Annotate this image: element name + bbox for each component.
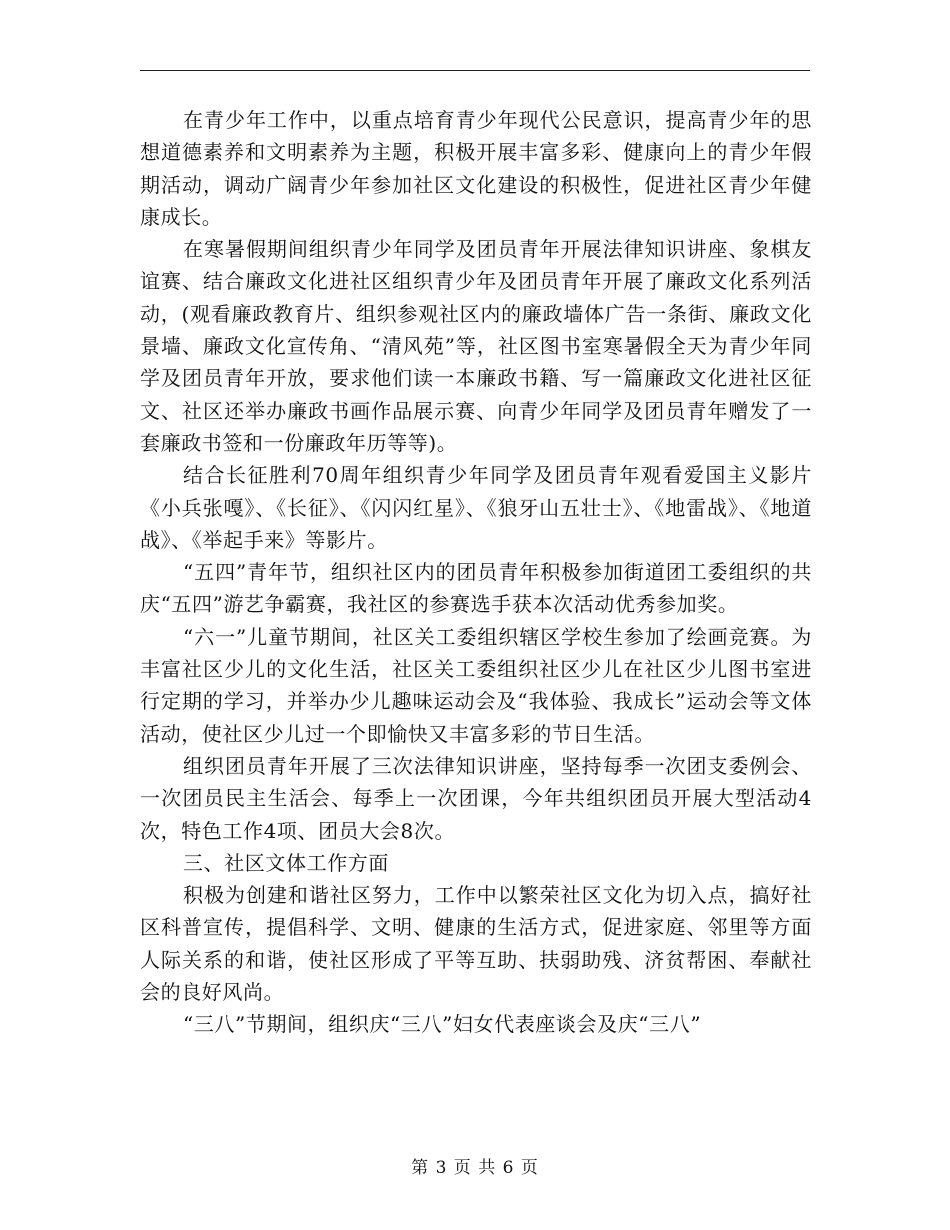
page-number: 第 3 页 共 6 页 [411, 1158, 539, 1178]
section-heading: 三、社区文体工作方面 [183, 850, 389, 875]
paragraph: “六一”儿童节期间，社区关工委组织辖区学校生参加了绘画竞赛。为丰富社区少儿的文化生活，社区关工委组织社区少儿在社区少儿图书室进行定期的学习，并举办少儿趣味运动会及“我体验、我成长”运动会等文体活动，使社区少儿过一个即愉快又丰富多彩的节日生活。 [140, 624, 812, 746]
paragraph: 组织团员青年开展了三次法律知识讲座，坚持每季一次团支委例会、一次团员民主生活会、每季上一次团课，今年共组织团员开展大型活动4次，特色工作4项、团员大会8次。 [140, 753, 812, 843]
header-rule [140, 70, 810, 71]
document-body [140, 104, 812, 1041]
paragraph: “三八”节期间，组织庆“三八”妇女代表座谈会及庆“三八” [183, 1012, 702, 1037]
paragraph: 在青少年工作中，以重点培育青少年现代公民意识，提高青少年的思想道德素养和文明素养为主题，积极开展丰富多彩、健康向上的青少年假期活动，调动广阔青少年参加社区文化建设的积极性，促进社区青少年健康成长。 [140, 108, 812, 229]
paragraph: 结合长征胜利70周年组织青少年同学及团员青年观看爱国主义影片《小兵张嘎》、《长征》、《闪闪红星》、《狼牙山五壮士》、《地雷战》、《地道战》、《举起手来》等影片。 [140, 463, 812, 552]
paragraph: 在寒暑假期间组织青少年同学及团员青年开展法律知识讲座、象棋友谊赛、结合廉政文化进社区组织青少年及团员青年开展了廉政文化系列活动，(观看廉政教育片、组织参观社区内的廉政墙体广告一条街、廉政文化景墙、廉政文化宣传角、“清风苑”等，社区图书室寒暑假全天为青少年同学及团员青年开放，要求他们读一本廉政书籍、写一篇廉政文化进社区征文、社区还举办廉政书画作品展示赛、向青少年同学及团员青年赠发了一套廉政书签和一份廉政年历等等)。 [140, 237, 812, 455]
page-footer [0, 1153, 950, 1178]
paragraph: 积极为创建和谐社区努力，工作中以繁荣社区文化为切入点，搞好社区科普宣传，提倡科学、文明、健康的生活方式，促进家庭、邻里等方面人际关系的和谐，使社区形成了平等互助、扶弱助残、济贫帮困、奉献社会的良好风尚。 [140, 883, 812, 1005]
paragraph: “五四”青年节，组织社区内的团员青年积极参加街道团工委组织的共庆“五四”游艺争霸赛，我社区的参赛选手获本次活动优秀参加奖。 [140, 560, 812, 617]
